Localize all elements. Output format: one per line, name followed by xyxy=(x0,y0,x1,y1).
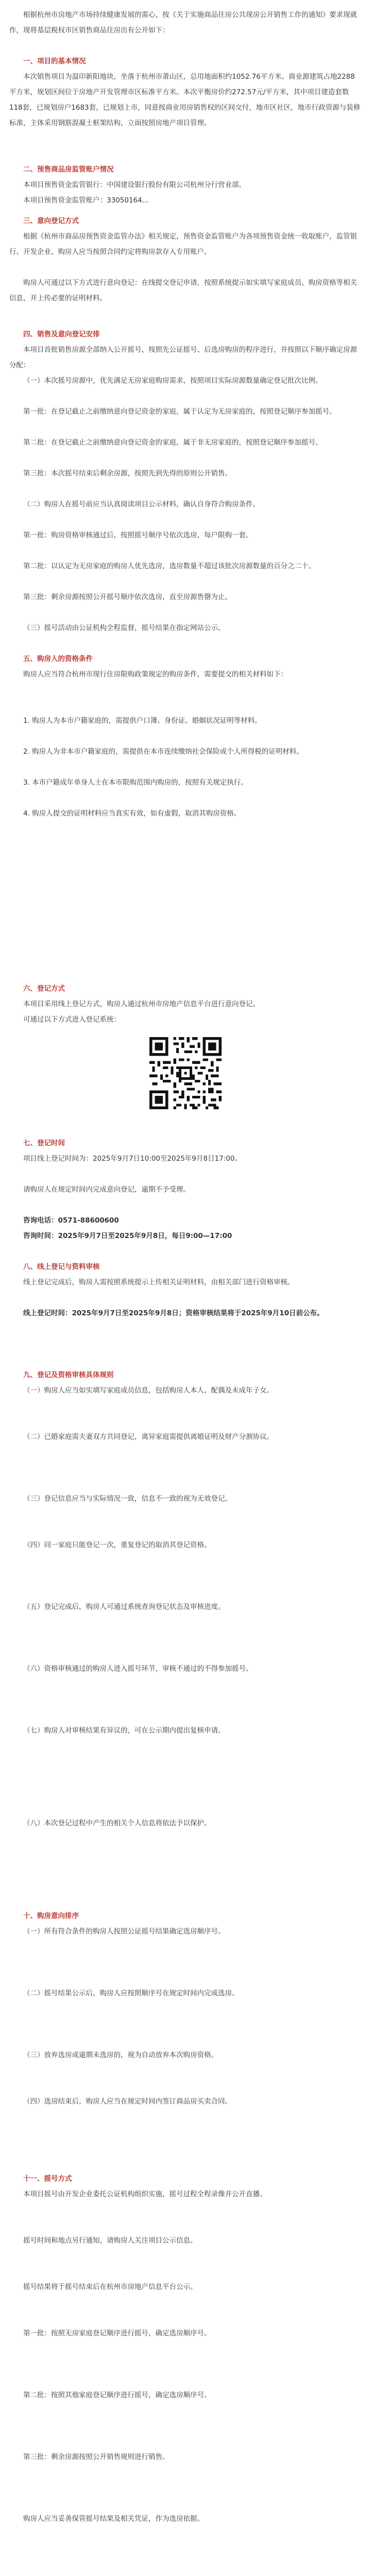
paragraph: 第三批：本次摇号结束后剩余房源，按照先到先得的原则公开销售。 xyxy=(23,469,232,478)
paragraph: 4. 购房人提交的证明材料应当真实有效，如有虚假，取消其购房资格。 xyxy=(23,809,241,818)
paragraph: 摇号结果将于摇号结束后在杭州市房地产信息平台公示。 xyxy=(23,2283,197,2291)
paragraph: 线上登记时间：2025年9月7日至2025年9月8日；资格审核结果将于2025年9月10日前公布。 xyxy=(23,1309,324,1317)
paragraph: （二）已婚家庭需夫妻双方共同登记，离异家庭需提供离婚证明及财产分割协议。 xyxy=(23,1433,274,1441)
paragraph: 第三批：剩余房源按照公开摇号顺序依次选房，直至房源售罄为止。 xyxy=(23,593,232,601)
paragraph: 购房人应当符合杭州市现行住房限购政策规定的购房条件，需要提交的相关材料如下： xyxy=(23,670,288,679)
paragraph: 第二批：以认定为无房家庭的购房人优先选房，选房数量不超过该批次房源数量的百分之二十。 xyxy=(23,562,315,570)
section-heading: 一、项目的基本情况 xyxy=(23,57,86,65)
paragraph: 本项目采用线上登记方式，购房人通过杭州市房地产信息平台进行意向登记。 xyxy=(23,1000,260,1008)
section-heading: 二、预售商品房监管账户情况 xyxy=(23,165,114,174)
section-heading: 五、购房人的资格条件 xyxy=(23,655,93,663)
paragraph: 第一批：在登记截止之前缴纳意向登记资金的家庭，属于认定为无房家庭的，按照登记顺序参加摇号。 xyxy=(23,408,336,416)
paragraph: 第三批：剩余房源按照公开销售规则进行销售。 xyxy=(23,2453,170,2461)
paragraph: 购房人应当妥善保管摇号结果及相关凭证，作为选房依据。 xyxy=(23,2515,204,2523)
paragraph: 2. 购房人为非本市户籍家庭的，需提供在本市连续缴纳社会保险或个人所得税的证明材料。 xyxy=(23,748,303,756)
paragraph: 线上登记完成后，购房人需按照系统提示上传相关证明材料，由相关部门进行资格审核。 xyxy=(23,1278,295,1286)
paragraph: （五）登记完成后，购房人可通过系统查询登记状态及审核进度。 xyxy=(23,1603,225,1611)
section-heading: 四、销售及意向登记安排 xyxy=(23,330,100,338)
paragraph: 项目线上登记时间为：2025年9月7日10:00至2025年9月8日17:00。 xyxy=(23,1155,242,1163)
paragraph: （一）所有符合条件的购房人按照公证摇号结果确定选房顺序号。 xyxy=(23,1927,225,1936)
qr-code[interactable] xyxy=(147,1035,224,1112)
consult-phone[interactable]: 咨询电话：0571-88600600 xyxy=(23,1216,119,1225)
paragraph: 购房人可通过以下方式进行意向登记：在线提交登记申请，按照系统提示如实填写家庭成员、购房资格等相关信息，并上传必要的证明材料。 xyxy=(9,279,357,302)
section-heading: 九、登记及资格审核具体规则 xyxy=(23,1371,114,1379)
paragraph: （八）本次登记过程中产生的相关个人信息将依法予以保护。 xyxy=(23,1819,211,1827)
paragraph: 第一批：购房资格审核通过后，按照摇号顺序号依次选房，每户限购一套。 xyxy=(23,531,253,539)
paragraph: 可通过以下方式进入登记系统： xyxy=(23,1015,121,1024)
section-heading: 七、登记时间 xyxy=(23,1139,65,1147)
section-heading: 十、购房意向排序 xyxy=(23,1912,79,1920)
paragraph: （六）资格审核通过的购房人进入摇号环节，审核不通过的不得参加摇号。 xyxy=(23,1665,253,1673)
paragraph: 本项目摇号由开发企业委托公证机构组织实施，摇号过程全程录像并公开直播。 xyxy=(23,2190,267,2198)
section-heading: 八、线上登记与资料审核 xyxy=(23,1263,100,1271)
paragraph: 请购房人在规定时间内完成意向登记，逾期不予受理。 xyxy=(23,1185,190,1194)
paragraph: （四）同一家庭只能登记一次，重复登记的取消其登记资格。 xyxy=(23,1541,211,1549)
paragraph: 1. 购房人为本市户籍家庭的，需提供户口簿、身份证、婚姻状况证明等材料。 xyxy=(23,717,262,725)
paragraph: 本项目预售资金监管银行：中国建设银行股份有限公司杭州分行营业部。 xyxy=(23,181,246,189)
paragraph: 第一批：按照无房家庭登记顺序进行摇号，确定选房顺序号。 xyxy=(23,2329,211,2337)
paragraph: （三）登记信息应当与实际情况一致，信息不一致的视为无效登记。 xyxy=(23,1495,232,1503)
paragraph: 第二批：按照其他家庭登记顺序进行摇号，确定选房顺序号。 xyxy=(23,2391,211,2399)
section-heading: 十一、摇号方式 xyxy=(23,2175,72,2183)
paragraph: 本项目预售资金监管账户：33050164... xyxy=(23,196,149,205)
paragraph: （一）本次摇号房源中，优先满足无房家庭购房需求，按照项目实际房源数量确定登记批次比例。 xyxy=(23,377,323,385)
paragraph: 根据《杭州市商品房预售资金监管办法》相关规定，预售资金监管账户为各项预售资金统一收取账户，监管银行、开发企业、购房人应当按照合同约定将购房款存入专用账户。 xyxy=(9,232,357,256)
paragraph: （四）选房结束后，购房人应当在规定时间内签订商品房买卖合同。 xyxy=(23,2097,232,2106)
paragraph: （二）摇号结果公示后，购房人应按照顺序号在规定时间内完成选房。 xyxy=(23,1989,239,1997)
paragraph: （三）摇号活动由公证机构全程监督，摇号结果在指定网站公示。 xyxy=(23,624,225,632)
section-heading: 六、登记方式 xyxy=(23,985,65,993)
section-heading: 三、意向登记方式 xyxy=(23,217,79,225)
paragraph: 本次销售项目为温印新阳地块，坐落于杭州市萧山区，总用地面积约1052.76平方米。商业源建筑占地2288平方米，规划区间位于房地产开发管理市区标准平方米。本次平衡房价约272.57元/平方米，其中项目建造套数118套，已规划房户1683套，已规划上市，同意按商业用房销售权的区间交付，地市区社区，地市行政资源与装修标准，主体采用钢筋混凝土框架结构，立面按照房地产项目管理。 xyxy=(9,73,361,127)
paragraph: 3. 本市户籍成年单身人士在本市限购范围内购房的，按照有关规定执行。 xyxy=(23,778,248,787)
paragraph: 第二批：在登记截止之前缴纳意向登记资金的家庭，属于非无房家庭的，按照登记顺序参加摇号。 xyxy=(23,438,323,447)
consult-time: 咨询时间：2025年9月7日至2025年9月8日，每日9:00—17:00 xyxy=(23,1232,232,1240)
intro-paragraph: 根据杭州市房地产市场持续健康发展的需心，按《关于实施商品住房公共现房公开销售工作的通知》要求现就作，现将基层税权市区销售商品住房出有公开如下： xyxy=(9,11,357,35)
paragraph: （二）购房人在摇号前应当认真阅读项目公示材料，确认自身符合购房条件。 xyxy=(23,500,260,509)
paragraph: （七）购房人对审核结果有异议的，可在公示期内提出复核申请。 xyxy=(23,1726,225,1735)
paragraph: 摇号时间和地点另行通知，请购房人关注项目公示信息。 xyxy=(23,2236,197,2245)
qr-code-icon xyxy=(147,1035,224,1112)
paragraph: 本项目首批销售房源全部纳入公开摇号，按照先公证摇号、后选房购房的程序进行，并按照以下顺序确定房源分配： xyxy=(9,346,357,369)
paragraph: （三）放弃选房或逾期未选房的，视为自动放弃本次购房资格。 xyxy=(23,2051,218,2059)
paragraph: （一）购房人应当如实填写家庭成员信息，包括购房人本人、配偶及未成年子女。 xyxy=(23,1386,274,1395)
